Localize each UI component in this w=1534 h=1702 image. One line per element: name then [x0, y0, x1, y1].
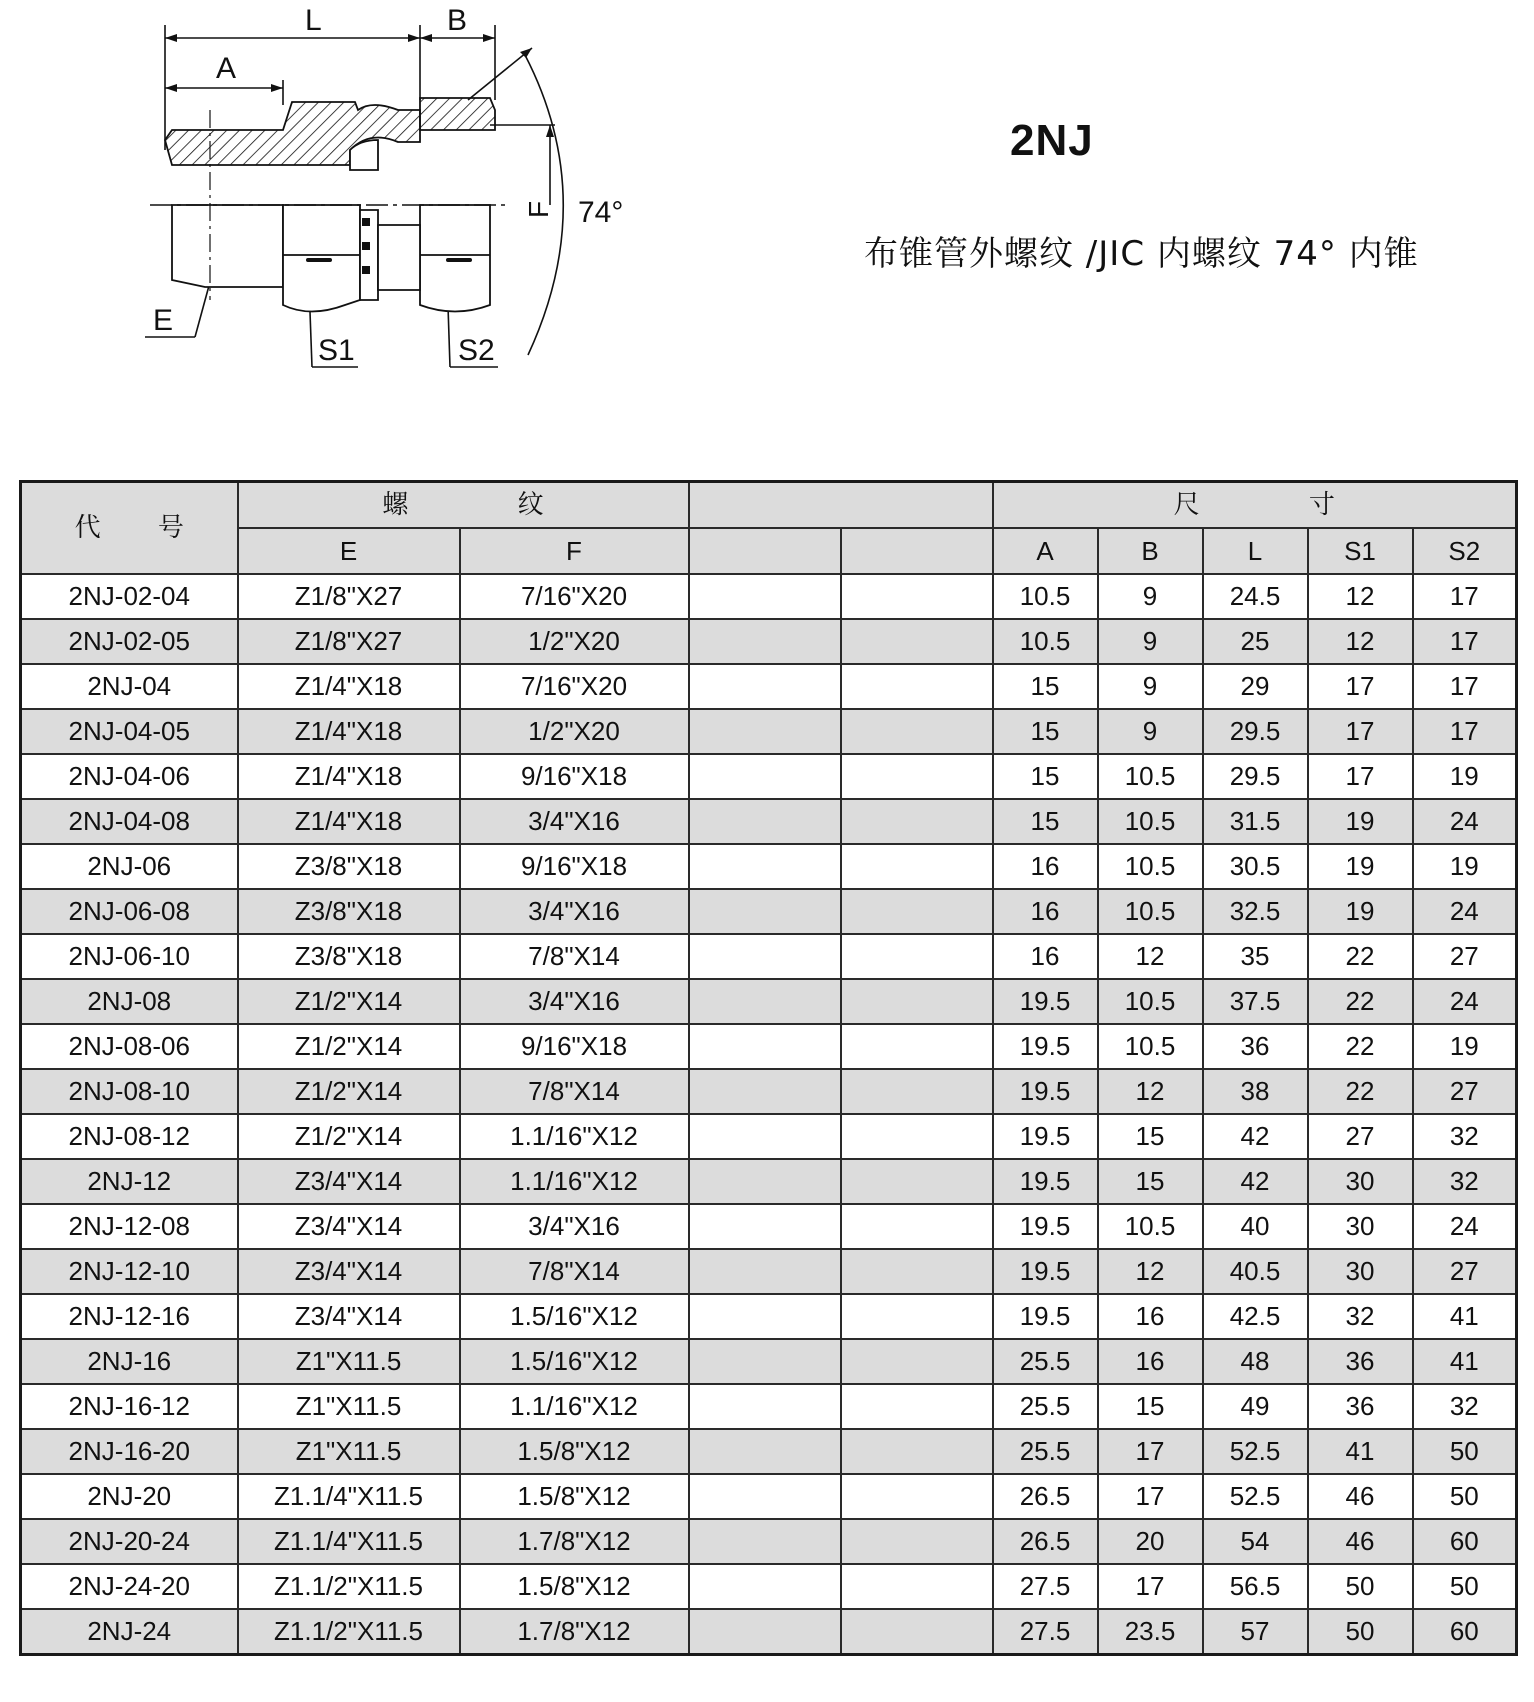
header-col-L: L	[1203, 528, 1308, 574]
cell-code: 2NJ-06-10	[21, 934, 238, 979]
cell-B: 17	[1098, 1429, 1203, 1474]
cell-blank	[841, 1294, 993, 1339]
cell-B: 15	[1098, 1114, 1203, 1159]
cell-E: Z3/8"X18	[238, 889, 460, 934]
cell-F: 3/4"X16	[460, 979, 689, 1024]
dim-label-B: B	[447, 4, 468, 37]
cell-blank	[841, 1474, 993, 1519]
cell-blank	[689, 1024, 841, 1069]
cell-blank	[689, 889, 841, 934]
cell-S2: 27	[1413, 1249, 1517, 1294]
cell-F: 1.5/16"X12	[460, 1294, 689, 1339]
cell-S1: 32	[1308, 1294, 1413, 1339]
cell-B: 17	[1098, 1474, 1203, 1519]
cell-F: 1.7/8"X12	[460, 1609, 689, 1655]
cell-code: 2NJ-16	[21, 1339, 238, 1384]
cell-S2: 19	[1413, 1024, 1517, 1069]
cell-blank	[689, 1069, 841, 1114]
cell-L: 40	[1203, 1204, 1308, 1249]
cell-A: 16	[993, 934, 1098, 979]
cell-S2: 41	[1413, 1294, 1517, 1339]
cell-E: Z3/8"X18	[238, 934, 460, 979]
cell-blank	[841, 1429, 993, 1474]
cell-A: 27.5	[993, 1564, 1098, 1609]
header-col-E: E	[238, 528, 460, 574]
header-col-S1: S1	[1308, 528, 1413, 574]
header-size: 尺 寸	[993, 482, 1517, 529]
cell-L: 37.5	[1203, 979, 1308, 1024]
cell-A: 15	[993, 664, 1098, 709]
cell-blank	[841, 844, 993, 889]
dim-label-L: L	[305, 4, 322, 37]
cell-S1: 17	[1308, 664, 1413, 709]
cell-blank	[841, 799, 993, 844]
cell-code: 2NJ-04-05	[21, 709, 238, 754]
cell-S2: 24	[1413, 1204, 1517, 1249]
cell-S1: 22	[1308, 979, 1413, 1024]
cell-L: 29.5	[1203, 754, 1308, 799]
cell-blank	[689, 619, 841, 664]
cell-blank	[841, 889, 993, 934]
header-blank-group	[689, 482, 993, 529]
cell-A: 16	[993, 844, 1098, 889]
cell-S1: 17	[1308, 709, 1413, 754]
table-row	[21, 844, 1517, 889]
cell-S2: 50	[1413, 1564, 1517, 1609]
cell-B: 9	[1098, 574, 1203, 619]
cell-code: 2NJ-20	[21, 1474, 238, 1519]
cell-A: 19.5	[993, 1024, 1098, 1069]
cell-S2: 50	[1413, 1474, 1517, 1519]
header-col-B: B	[1098, 528, 1203, 574]
cell-F: 9/16"X18	[460, 754, 689, 799]
cell-F: 9/16"X18	[460, 1024, 689, 1069]
dim-label-A: A	[216, 52, 237, 85]
cell-E: Z1/2"X14	[238, 1024, 460, 1069]
cell-B: 9	[1098, 619, 1203, 664]
cell-S2: 17	[1413, 619, 1517, 664]
cell-blank	[841, 1564, 993, 1609]
cell-F: 7/8"X14	[460, 934, 689, 979]
header-code: 代 号	[21, 482, 238, 575]
cell-F: 7/16"X20	[460, 574, 689, 619]
cell-B: 15	[1098, 1159, 1203, 1204]
cell-A: 25.5	[993, 1384, 1098, 1429]
cell-E: Z1/4"X18	[238, 709, 460, 754]
table-row	[21, 1474, 1517, 1519]
cell-A: 19.5	[993, 1294, 1098, 1339]
cell-A: 19.5	[993, 1114, 1098, 1159]
cell-blank	[841, 754, 993, 799]
cell-F: 1/2"X20	[460, 709, 689, 754]
cell-E: Z1/2"X14	[238, 1069, 460, 1114]
cell-blank	[689, 1204, 841, 1249]
cell-code: 2NJ-04	[21, 664, 238, 709]
cell-S1: 50	[1308, 1609, 1413, 1655]
cell-B: 10.5	[1098, 754, 1203, 799]
cell-B: 10.5	[1098, 844, 1203, 889]
cell-L: 29.5	[1203, 709, 1308, 754]
cell-code: 2NJ-24	[21, 1609, 238, 1655]
cell-L: 52.5	[1203, 1429, 1308, 1474]
table-row	[21, 1384, 1517, 1429]
cell-F: 1/2"X20	[460, 619, 689, 664]
header-row-columns	[21, 528, 1517, 574]
cell-F: 1.1/16"X12	[460, 1114, 689, 1159]
cell-code: 2NJ-08-10	[21, 1069, 238, 1114]
cell-B: 16	[1098, 1294, 1203, 1339]
cell-S1: 22	[1308, 1069, 1413, 1114]
cell-S2: 17	[1413, 574, 1517, 619]
dim-label-E: E	[153, 304, 174, 337]
cell-blank	[841, 709, 993, 754]
header-thread: 螺 纹	[238, 482, 689, 529]
cell-L: 54	[1203, 1519, 1308, 1564]
cell-blank	[689, 574, 841, 619]
cell-A: 26.5	[993, 1474, 1098, 1519]
cell-L: 38	[1203, 1069, 1308, 1114]
cell-blank	[841, 934, 993, 979]
table-row	[21, 1204, 1517, 1249]
cell-F: 7/8"X14	[460, 1249, 689, 1294]
cell-F: 9/16"X18	[460, 844, 689, 889]
model-description: 布锥管外螺纹 /JIC 内螺纹 74° 内锥	[864, 234, 1419, 274]
cell-blank	[689, 1609, 841, 1655]
cell-B: 9	[1098, 709, 1203, 754]
cell-code: 2NJ-24-20	[21, 1564, 238, 1609]
cell-L: 42	[1203, 1114, 1308, 1159]
cell-B: 10.5	[1098, 1024, 1203, 1069]
cell-code: 2NJ-12	[21, 1159, 238, 1204]
cell-blank	[841, 979, 993, 1024]
cell-A: 19.5	[993, 1069, 1098, 1114]
cell-blank	[841, 1339, 993, 1384]
cell-blank	[689, 1159, 841, 1204]
cell-S1: 30	[1308, 1204, 1413, 1249]
cell-S2: 24	[1413, 799, 1517, 844]
cell-blank	[689, 664, 841, 709]
cell-S2: 41	[1413, 1339, 1517, 1384]
table-row	[21, 1159, 1517, 1204]
cell-L: 57	[1203, 1609, 1308, 1655]
header-col-A: A	[993, 528, 1098, 574]
cell-blank	[841, 1069, 993, 1114]
table-row	[21, 1294, 1517, 1339]
cell-B: 16	[1098, 1339, 1203, 1384]
cell-blank	[689, 1249, 841, 1294]
cell-L: 35	[1203, 934, 1308, 979]
cell-B: 12	[1098, 934, 1203, 979]
cell-S2: 24	[1413, 889, 1517, 934]
table-row	[21, 1024, 1517, 1069]
cell-code: 2NJ-20-24	[21, 1519, 238, 1564]
cell-blank	[689, 754, 841, 799]
cell-F: 1.5/8"X12	[460, 1564, 689, 1609]
cell-B: 10.5	[1098, 979, 1203, 1024]
table-row	[21, 1114, 1517, 1159]
cell-F: 7/16"X20	[460, 664, 689, 709]
cell-blank	[841, 574, 993, 619]
cell-S1: 19	[1308, 799, 1413, 844]
cell-E: Z1.1/4"X11.5	[238, 1519, 460, 1564]
cell-E: Z1/2"X14	[238, 1114, 460, 1159]
cell-S2: 27	[1413, 934, 1517, 979]
cell-code: 2NJ-16-12	[21, 1384, 238, 1429]
cell-S1: 12	[1308, 619, 1413, 664]
cell-blank	[689, 1519, 841, 1564]
table-row	[21, 754, 1517, 799]
cell-S1: 50	[1308, 1564, 1413, 1609]
cell-blank	[689, 934, 841, 979]
table-row	[21, 664, 1517, 709]
cell-E: Z1/8"X27	[238, 619, 460, 664]
cell-E: Z1/4"X18	[238, 754, 460, 799]
cell-A: 10.5	[993, 619, 1098, 664]
cell-B: 9	[1098, 664, 1203, 709]
cell-E: Z1"X11.5	[238, 1339, 460, 1384]
cell-blank	[689, 1429, 841, 1474]
cell-S1: 30	[1308, 1159, 1413, 1204]
cell-F: 7/8"X14	[460, 1069, 689, 1114]
cell-L: 36	[1203, 1024, 1308, 1069]
table-row	[21, 1609, 1517, 1655]
cell-A: 25.5	[993, 1339, 1098, 1384]
table-row	[21, 1069, 1517, 1114]
cell-E: Z3/8"X18	[238, 844, 460, 889]
cell-L: 30.5	[1203, 844, 1308, 889]
table-row	[21, 709, 1517, 754]
fitting-body	[172, 205, 490, 312]
cell-E: Z1"X11.5	[238, 1384, 460, 1429]
cell-code: 2NJ-12-08	[21, 1204, 238, 1249]
dim-label-S2: S2	[458, 334, 495, 367]
cell-code: 2NJ-16-20	[21, 1429, 238, 1474]
cell-B: 20	[1098, 1519, 1203, 1564]
cell-F: 1.5/8"X12	[460, 1429, 689, 1474]
cell-blank	[689, 1339, 841, 1384]
cell-A: 19.5	[993, 1159, 1098, 1204]
cell-blank	[841, 1519, 993, 1564]
cell-A: 19.5	[993, 1204, 1098, 1249]
cell-E: Z3/4"X14	[238, 1294, 460, 1339]
cell-L: 42	[1203, 1159, 1308, 1204]
cell-L: 56.5	[1203, 1564, 1308, 1609]
cell-blank	[689, 1474, 841, 1519]
dim-label-F: F	[523, 200, 554, 218]
cell-code: 2NJ-04-08	[21, 799, 238, 844]
cell-A: 26.5	[993, 1519, 1098, 1564]
cell-E: Z1/4"X18	[238, 664, 460, 709]
cell-L: 24.5	[1203, 574, 1308, 619]
table-row	[21, 574, 1517, 619]
cell-L: 40.5	[1203, 1249, 1308, 1294]
cell-blank	[841, 1609, 993, 1655]
table-row	[21, 799, 1517, 844]
cell-code: 2NJ-08	[21, 979, 238, 1024]
cell-S2: 60	[1413, 1519, 1517, 1564]
cell-blank	[689, 1294, 841, 1339]
cell-S1: 46	[1308, 1519, 1413, 1564]
cell-code: 2NJ-04-06	[21, 754, 238, 799]
cell-L: 25	[1203, 619, 1308, 664]
cell-S2: 24	[1413, 979, 1517, 1024]
cell-code: 2NJ-08-06	[21, 1024, 238, 1069]
cell-B: 12	[1098, 1249, 1203, 1294]
table-row	[21, 1519, 1517, 1564]
cell-code: 2NJ-06	[21, 844, 238, 889]
cell-A: 19.5	[993, 1249, 1098, 1294]
cell-F: 1.5/8"X12	[460, 1474, 689, 1519]
cell-L: 31.5	[1203, 799, 1308, 844]
cell-S1: 36	[1308, 1384, 1413, 1429]
fitting-technical-drawing	[130, 0, 624, 395]
model-code: 2NJ	[1010, 116, 1094, 165]
table-row	[21, 1429, 1517, 1474]
cell-A: 15	[993, 754, 1098, 799]
cell-S2: 17	[1413, 664, 1517, 709]
dim-label-S1: S1	[318, 334, 355, 367]
cell-S1: 19	[1308, 889, 1413, 934]
hatched-section	[165, 98, 495, 170]
cell-A: 27.5	[993, 1609, 1098, 1655]
cell-E: Z1.1/2"X11.5	[238, 1564, 460, 1609]
header-col-S2: S2	[1413, 528, 1517, 574]
cell-blank	[841, 1024, 993, 1069]
cell-blank	[689, 844, 841, 889]
cell-L: 48	[1203, 1339, 1308, 1384]
cell-E: Z1/8"X27	[238, 574, 460, 619]
cell-blank	[841, 664, 993, 709]
cell-A: 15	[993, 709, 1098, 754]
cell-F: 3/4"X16	[460, 799, 689, 844]
cell-F: 1.7/8"X12	[460, 1519, 689, 1564]
cell-blank	[689, 1114, 841, 1159]
cell-blank	[841, 619, 993, 664]
cell-B: 10.5	[1098, 1204, 1203, 1249]
cell-A: 15	[993, 799, 1098, 844]
cell-S2: 27	[1413, 1069, 1517, 1114]
cell-blank	[841, 1159, 993, 1204]
cell-blank	[689, 1384, 841, 1429]
cell-S2: 32	[1413, 1114, 1517, 1159]
cell-E: Z1.1/2"X11.5	[238, 1609, 460, 1655]
cell-A: 10.5	[993, 574, 1098, 619]
cell-S1: 27	[1308, 1114, 1413, 1159]
cell-L: 29	[1203, 664, 1308, 709]
cell-blank	[841, 1249, 993, 1294]
cell-E: Z1/2"X14	[238, 979, 460, 1024]
cell-S1: 22	[1308, 1024, 1413, 1069]
cell-S1: 22	[1308, 934, 1413, 979]
header-col-blank-1	[689, 528, 841, 574]
header-col-blank-2	[841, 528, 993, 574]
table-row	[21, 1249, 1517, 1294]
cell-F: 1.1/16"X12	[460, 1384, 689, 1429]
cell-blank	[689, 799, 841, 844]
cell-A: 25.5	[993, 1429, 1098, 1474]
table-row	[21, 979, 1517, 1024]
cell-S2: 32	[1413, 1384, 1517, 1429]
cell-blank	[689, 1564, 841, 1609]
cell-S1: 36	[1308, 1339, 1413, 1384]
table-row	[21, 1339, 1517, 1384]
cell-code: 2NJ-08-12	[21, 1114, 238, 1159]
cell-S1: 30	[1308, 1249, 1413, 1294]
header-row-group	[21, 482, 1517, 529]
table-row	[21, 889, 1517, 934]
table-row	[21, 619, 1517, 664]
cell-B: 17	[1098, 1564, 1203, 1609]
cell-B: 15	[1098, 1384, 1203, 1429]
cell-S1: 12	[1308, 574, 1413, 619]
cell-S1: 19	[1308, 844, 1413, 889]
cell-L: 32.5	[1203, 889, 1308, 934]
table-row	[21, 934, 1517, 979]
cell-blank	[841, 1204, 993, 1249]
cell-A: 19.5	[993, 979, 1098, 1024]
cell-code: 2NJ-02-05	[21, 619, 238, 664]
header-col-F: F	[460, 528, 689, 574]
cell-blank	[841, 1114, 993, 1159]
dimension-lines	[145, 25, 563, 367]
cell-E: Z3/4"X14	[238, 1249, 460, 1294]
cell-F: 1.1/16"X12	[460, 1159, 689, 1204]
cell-S2: 60	[1413, 1609, 1517, 1655]
cell-blank	[841, 1384, 993, 1429]
cell-L: 49	[1203, 1384, 1308, 1429]
cell-B: 23.5	[1098, 1609, 1203, 1655]
cell-S1: 41	[1308, 1429, 1413, 1474]
cell-E: Z3/4"X14	[238, 1159, 460, 1204]
specification-table	[19, 480, 1518, 1656]
cell-B: 10.5	[1098, 889, 1203, 934]
cell-E: Z1"X11.5	[238, 1429, 460, 1474]
cell-E: Z1/4"X18	[238, 799, 460, 844]
cell-S2: 50	[1413, 1429, 1517, 1474]
cell-L: 52.5	[1203, 1474, 1308, 1519]
cell-code: 2NJ-06-08	[21, 889, 238, 934]
cell-F: 3/4"X16	[460, 1204, 689, 1249]
table-row	[21, 1564, 1517, 1609]
cell-code: 2NJ-02-04	[21, 574, 238, 619]
cell-code: 2NJ-12-16	[21, 1294, 238, 1339]
cell-L: 42.5	[1203, 1294, 1308, 1339]
cell-S2: 19	[1413, 754, 1517, 799]
cell-blank	[689, 709, 841, 754]
cell-S2: 32	[1413, 1159, 1517, 1204]
cell-B: 10.5	[1098, 799, 1203, 844]
cell-E: Z1.1/4"X11.5	[238, 1474, 460, 1519]
cell-S2: 19	[1413, 844, 1517, 889]
cell-F: 1.5/16"X12	[460, 1339, 689, 1384]
cell-S2: 17	[1413, 709, 1517, 754]
cell-B: 12	[1098, 1069, 1203, 1114]
cell-code: 2NJ-12-10	[21, 1249, 238, 1294]
cell-E: Z3/4"X14	[238, 1204, 460, 1249]
cell-A: 16	[993, 889, 1098, 934]
cell-blank	[689, 979, 841, 1024]
dim-label-angle: 74°	[578, 196, 624, 229]
cell-F: 3/4"X16	[460, 889, 689, 934]
cell-S1: 46	[1308, 1474, 1413, 1519]
cell-S1: 17	[1308, 754, 1413, 799]
